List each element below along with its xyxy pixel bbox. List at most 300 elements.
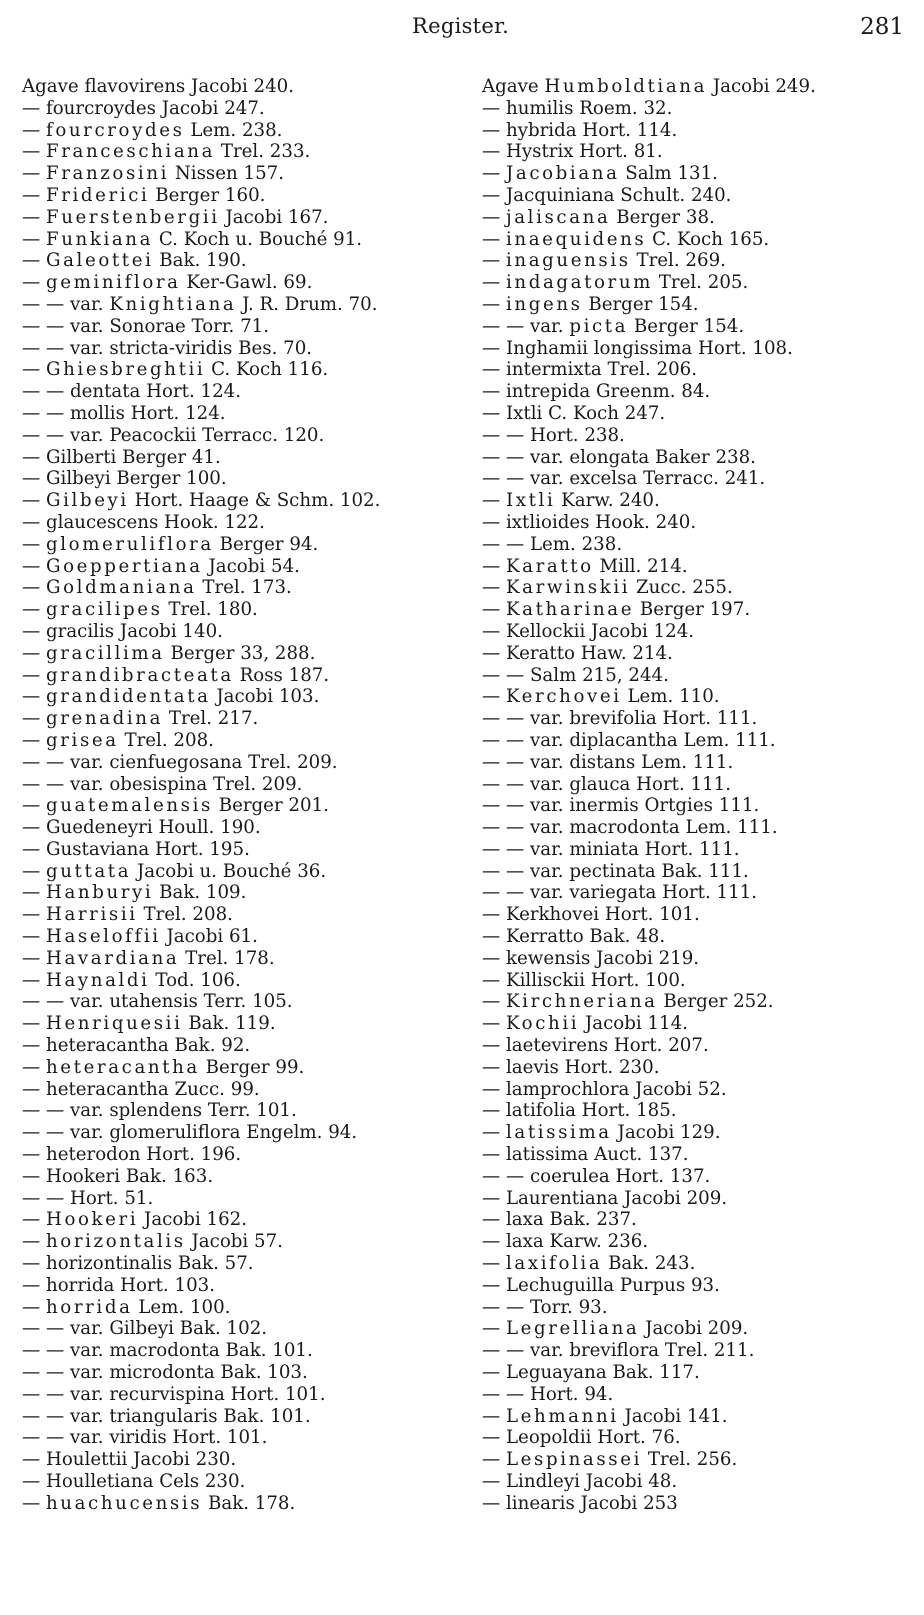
index-entry bbox=[482, 316, 902, 338]
index-entry bbox=[482, 163, 902, 185]
index-entry bbox=[482, 839, 902, 861]
entry-post: var. macrodonta Bak. 101. bbox=[69, 1340, 313, 1362]
entry-post: Trel. 208. bbox=[137, 904, 233, 926]
entry-post: Trel. 233. bbox=[215, 141, 311, 163]
entry-sp: guttata bbox=[45, 860, 132, 882]
index-entry bbox=[22, 817, 462, 839]
index-entry bbox=[22, 991, 462, 1013]
entry-post: Trel. 178. bbox=[179, 947, 275, 969]
index-entry bbox=[22, 665, 462, 687]
entry-sp: grandibracteata bbox=[45, 664, 234, 686]
entry-sp: Friderici bbox=[45, 184, 150, 206]
entry-pre: — bbox=[22, 838, 46, 860]
entry-pre: — bbox=[22, 1274, 46, 1296]
entry-pre: — — bbox=[482, 838, 530, 860]
entry-sp: indagatorum bbox=[505, 272, 653, 294]
entry-pre: — bbox=[482, 991, 506, 1013]
entry-post: Berger 33, 288. bbox=[164, 642, 316, 664]
entry-post: Berger 197. bbox=[634, 599, 751, 621]
index-entry bbox=[22, 98, 462, 120]
index-entry bbox=[22, 599, 462, 621]
entry-post: laxa Karw. 236. bbox=[505, 1231, 649, 1253]
entry-sp: laxifolia bbox=[505, 1253, 603, 1275]
entry-pre: — bbox=[482, 969, 506, 991]
entry-pre: — bbox=[482, 1144, 506, 1166]
entry-post: kewensis Jacobi 219. bbox=[505, 947, 700, 969]
entry-pre: — — bbox=[22, 1100, 70, 1122]
entry-pre: — bbox=[482, 1078, 506, 1100]
entry-post: ixtlioides Hook. 240. bbox=[505, 511, 697, 533]
entry-pre: — — bbox=[22, 1383, 70, 1405]
index-entry bbox=[22, 141, 462, 163]
index-entry bbox=[22, 1318, 462, 1340]
entry-pre: — bbox=[482, 1492, 506, 1514]
entry-pre: — bbox=[22, 250, 46, 272]
entry-post: horrida Hort. 103. bbox=[45, 1274, 215, 1296]
index-entry bbox=[482, 1449, 902, 1471]
entry-post: Bak. 178. bbox=[202, 1492, 296, 1514]
entry-pre: — bbox=[22, 708, 46, 730]
entry-post: dentata Hort. 124. bbox=[69, 381, 242, 403]
index-entry bbox=[482, 686, 902, 708]
entry-pre: — — bbox=[482, 860, 530, 882]
entry-pre: — bbox=[22, 577, 46, 599]
entry-pre: — — bbox=[482, 1296, 530, 1318]
index-entry bbox=[22, 1340, 462, 1362]
entry-post: Gustaviana Hort. 195. bbox=[45, 838, 250, 860]
entry-post: Jacobi 103. bbox=[210, 686, 320, 708]
entry-pre: — bbox=[22, 555, 46, 577]
entry-pre: — bbox=[482, 1405, 506, 1427]
index-entry bbox=[22, 686, 462, 708]
index-entry bbox=[22, 1297, 462, 1319]
index-entry bbox=[22, 490, 462, 512]
entry-pre: — bbox=[22, 686, 46, 708]
entry-post: var. pectinata Bak. 111. bbox=[529, 860, 749, 882]
entry-post: var. brevifolia Hort. 111. bbox=[529, 708, 758, 730]
index-entry bbox=[482, 752, 902, 774]
index-entry bbox=[482, 359, 902, 381]
entry-sp: Franceschiana bbox=[45, 141, 216, 163]
index-entry bbox=[22, 1493, 462, 1515]
entry-pre: — — bbox=[22, 1122, 70, 1144]
entry-pre: — — bbox=[482, 708, 530, 730]
index-entry bbox=[22, 556, 462, 578]
entry-pre: — bbox=[22, 533, 46, 555]
index-entry bbox=[482, 1406, 902, 1428]
entry-pre: — — bbox=[22, 773, 70, 795]
index-entry bbox=[22, 1384, 462, 1406]
entry-pre: — bbox=[482, 642, 506, 664]
index-entry bbox=[482, 381, 902, 403]
entry-post: Berger 252. bbox=[657, 991, 774, 1013]
index-entry bbox=[482, 730, 902, 752]
index-entry bbox=[22, 1275, 462, 1297]
entry-sp: Kirchneriana bbox=[505, 991, 658, 1013]
index-entry bbox=[482, 556, 902, 578]
index-entry bbox=[482, 1209, 902, 1231]
entry-post: Berger 38. bbox=[610, 206, 715, 228]
entry-post: Guedeneyri Houll. 190. bbox=[45, 817, 261, 839]
entry-pre: — bbox=[22, 1449, 46, 1471]
entry-post: Kellockii Jacobi 124. bbox=[505, 620, 695, 642]
index-entry bbox=[22, 1013, 462, 1035]
entry-post: Lindleyi Jacobi 48. bbox=[505, 1471, 678, 1492]
entry-pre: — — bbox=[482, 773, 530, 795]
entry-sp: Knightiana bbox=[109, 293, 237, 315]
entry-pre: — bbox=[22, 184, 46, 206]
entry-post: fourcroydes Jacobi 247. bbox=[45, 97, 265, 119]
index-entry bbox=[482, 490, 902, 512]
entry-pre: — bbox=[22, 599, 46, 621]
entry-post: Salm 215, 244. bbox=[529, 664, 669, 686]
entry-sp: huachucensis bbox=[45, 1492, 203, 1514]
entry-post: Hort. 94. bbox=[529, 1383, 614, 1405]
entry-pre: — — bbox=[22, 991, 70, 1013]
entry-pre: — bbox=[482, 206, 506, 228]
index-entry bbox=[482, 904, 902, 926]
index-entry bbox=[22, 468, 462, 490]
index-entry bbox=[482, 294, 902, 316]
entry-pre: — bbox=[482, 1449, 506, 1471]
entry-post: humilis Roem. 32. bbox=[505, 97, 673, 119]
entry-sp: Goldmaniana bbox=[45, 577, 197, 599]
index-entry bbox=[482, 1297, 902, 1319]
entry-sp: inaequidens bbox=[505, 228, 647, 250]
entry-pre: — bbox=[482, 184, 506, 206]
index-entry bbox=[482, 882, 902, 904]
entry-pre: — — bbox=[22, 1427, 70, 1449]
entry-post: Jacobi 57. bbox=[185, 1231, 283, 1253]
page-header bbox=[0, 14, 924, 48]
entry-post: C. Koch 165. bbox=[646, 228, 770, 250]
entry-sp: Fuerstenbergii bbox=[45, 206, 220, 228]
entry-sp: inaguensis bbox=[505, 250, 631, 272]
index-entry bbox=[22, 926, 462, 948]
entry-pre: — — bbox=[22, 1318, 70, 1340]
index-entry bbox=[482, 1275, 902, 1297]
entry-pre: — bbox=[482, 555, 506, 577]
index-entry bbox=[22, 577, 462, 599]
index-entry bbox=[22, 621, 462, 643]
entry-pre: — bbox=[22, 1144, 46, 1166]
entry-post: var. microdonta Bak. 103. bbox=[69, 1362, 308, 1384]
entry-post: Bak. 119. bbox=[182, 1013, 276, 1035]
index-entry bbox=[482, 120, 902, 142]
entry-post: Salm 131. bbox=[619, 163, 718, 185]
index-entry bbox=[22, 316, 462, 338]
entry-pre: — bbox=[22, 163, 46, 185]
entry-post: var. inermis Ortgies 111. bbox=[529, 795, 760, 817]
index-entry bbox=[482, 229, 902, 251]
entry-pre: — bbox=[22, 1013, 46, 1035]
entry-post: laxa Bak. 237. bbox=[505, 1209, 637, 1231]
index-entry bbox=[22, 1471, 462, 1493]
entry-post: Hort. 51. bbox=[69, 1187, 154, 1209]
entry-post: Laurentiana Jacobi 209. bbox=[505, 1187, 728, 1209]
entry-post: laetevirens Hort. 207. bbox=[505, 1035, 709, 1057]
index-entry bbox=[482, 1057, 902, 1079]
entry-pre: — bbox=[482, 511, 506, 533]
entry-post: Lem. 238. bbox=[529, 533, 623, 555]
entry-pre: — bbox=[482, 1362, 506, 1384]
index-entry bbox=[482, 447, 902, 469]
entry-pre: — — bbox=[482, 751, 530, 773]
entry-post: Gilbeyi Berger 100. bbox=[45, 468, 227, 490]
entry-post: Trel. 217. bbox=[163, 708, 259, 730]
entry-pre: — bbox=[482, 1056, 506, 1078]
index-entry bbox=[482, 1079, 902, 1101]
entry-sp: Havardiana bbox=[45, 947, 180, 969]
index-entry bbox=[482, 1188, 902, 1210]
index-entry bbox=[22, 1057, 462, 1079]
entry-pre: — bbox=[22, 642, 46, 664]
index-entry bbox=[482, 774, 902, 796]
entry-post: var. excelsa Terracc. 241. bbox=[529, 468, 766, 490]
entry-pre: — bbox=[482, 1253, 506, 1275]
entry-pre: — — bbox=[482, 533, 530, 555]
index-entry bbox=[22, 1449, 462, 1471]
entry-sp: gracillima bbox=[45, 642, 165, 664]
entry-sp: picta bbox=[569, 315, 629, 337]
entry-sp: Katharinae bbox=[505, 599, 635, 621]
index-entry bbox=[482, 76, 902, 98]
entry-sp: Lespinassei bbox=[505, 1449, 643, 1471]
entry-sp: ingens bbox=[505, 293, 583, 315]
entry-sp: Jacobiana bbox=[505, 163, 620, 185]
entry-post: var. miniata Hort. 111. bbox=[529, 838, 740, 860]
entry-pre: — bbox=[22, 664, 46, 686]
entry-pre: — bbox=[22, 620, 46, 642]
entry-sp: Hanburyi bbox=[45, 882, 154, 904]
entry-pre: — — bbox=[22, 751, 70, 773]
entry-sp: fourcroydes bbox=[45, 119, 185, 141]
index-entry bbox=[482, 534, 902, 556]
entry-pre: — bbox=[482, 1318, 506, 1340]
entry-pre: — bbox=[482, 163, 506, 185]
entry-pre: — bbox=[482, 926, 506, 948]
entry-pre: — bbox=[482, 1122, 506, 1144]
entry-post: Trel. 256. bbox=[642, 1449, 738, 1471]
entry-post: Jacobi 209. bbox=[639, 1318, 749, 1340]
entry-pre: — — bbox=[22, 337, 70, 359]
entry-post: Trel. 208. bbox=[118, 729, 214, 751]
index-entry bbox=[22, 795, 462, 817]
entry-pre: — bbox=[22, 1492, 46, 1514]
entry-post: mollis Hort. 124. bbox=[69, 402, 226, 424]
entry-pre: — bbox=[22, 468, 46, 490]
index-entry bbox=[22, 882, 462, 904]
entry-post: var. diplacantha Lem. 111. bbox=[529, 729, 776, 751]
entry-pre: — — bbox=[482, 1165, 530, 1187]
entry-pre: — bbox=[22, 272, 46, 294]
entry-sp: Harrisii bbox=[45, 904, 138, 926]
entry-pre: — bbox=[482, 1427, 506, 1449]
entry-post: glaucescens Hook. 122. bbox=[45, 511, 265, 533]
index-entry bbox=[482, 98, 902, 120]
entry-post: Berger 154. bbox=[582, 293, 699, 315]
entry-post: Kerratto Bak. 48. bbox=[505, 926, 666, 948]
entry-post: var. viridis Hort. 101. bbox=[69, 1427, 268, 1449]
index-entry bbox=[22, 1122, 462, 1144]
index-column-right bbox=[482, 76, 902, 1515]
entry-post: Jacobi 129. bbox=[611, 1122, 721, 1144]
entry-sp: Ghiesbreghtii bbox=[45, 359, 206, 381]
entry-post: Jacobi 54. bbox=[202, 555, 300, 577]
entry-pre: — — bbox=[22, 1405, 70, 1427]
index-column-left bbox=[22, 76, 462, 1515]
entry-post: latifolia Hort. 185. bbox=[505, 1100, 677, 1122]
entry-pre: — — bbox=[482, 817, 530, 839]
entry-pre: — — var. bbox=[482, 315, 570, 337]
entry-pre: — bbox=[482, 620, 506, 642]
entry-post: var. glauca Hort. 111. bbox=[529, 773, 732, 795]
entry-pre: — bbox=[482, 1274, 506, 1296]
entry-post: Leopoldii Hort. 76. bbox=[505, 1427, 681, 1449]
entry-sp: glomeruliflora bbox=[45, 533, 214, 555]
index-entry bbox=[22, 774, 462, 796]
entry-post: var. triangularis Bak. 101. bbox=[69, 1405, 311, 1427]
entry-sp: latissima bbox=[505, 1122, 612, 1144]
entry-post: Trel. 173. bbox=[196, 577, 292, 599]
index-entry bbox=[22, 643, 462, 665]
entry-pre: — — bbox=[22, 1340, 70, 1362]
entry-pre: — bbox=[482, 381, 506, 403]
entry-pre: — bbox=[22, 882, 46, 904]
entry-sp: grenadina bbox=[45, 708, 164, 730]
entry-post: Jacobi 162. bbox=[138, 1209, 248, 1231]
entry-post: Killisckii Hort. 100. bbox=[505, 969, 686, 991]
entry-post: Ross 187. bbox=[233, 664, 330, 686]
index-entry bbox=[22, 1427, 462, 1449]
entry-pre: — bbox=[22, 795, 46, 817]
entry-post: Hort. Haage & Schm. 102. bbox=[128, 490, 381, 512]
entry-pre: — bbox=[482, 904, 506, 926]
entry-pre: — bbox=[482, 402, 506, 424]
index-entry bbox=[22, 904, 462, 926]
entry-pre: — bbox=[482, 228, 506, 250]
index-entry bbox=[482, 403, 902, 425]
index-entry bbox=[22, 425, 462, 447]
entry-pre: — bbox=[482, 577, 506, 599]
entry-pre: — bbox=[482, 97, 506, 119]
entry-post: Lem. 100. bbox=[132, 1296, 231, 1318]
entry-sp: Kochii bbox=[505, 1013, 580, 1035]
entry-pre: — — bbox=[482, 664, 530, 686]
entry-post: Berger 99. bbox=[199, 1056, 305, 1078]
entry-post: Nissen 157. bbox=[169, 163, 285, 185]
index-entry bbox=[482, 1231, 902, 1253]
entry-sp: Karwinskii bbox=[505, 577, 631, 599]
entry-post: Gilberti Berger 41. bbox=[45, 446, 221, 468]
entry-pre: — bbox=[22, 359, 46, 381]
index-entry bbox=[482, 1493, 902, 1515]
entry-sp: Haynaldi bbox=[45, 969, 150, 991]
index-entry bbox=[482, 599, 902, 621]
entry-pre: — bbox=[482, 490, 506, 512]
index-entry bbox=[22, 229, 462, 251]
entry-post: intrepida Greenm. 84. bbox=[505, 381, 711, 403]
entry-pre: — bbox=[22, 206, 46, 228]
index-entry bbox=[482, 1318, 902, 1340]
entry-pre: — — bbox=[22, 1362, 70, 1384]
entry-post: Houlletiana Cels 230. bbox=[45, 1471, 246, 1492]
entry-post: Lechuguilla Purpus 93. bbox=[505, 1274, 720, 1296]
entry-pre: — — bbox=[482, 446, 530, 468]
index-entry bbox=[482, 207, 902, 229]
index-entry bbox=[22, 1100, 462, 1122]
entry-sp: Gilbeyi bbox=[45, 490, 129, 512]
entry-sp: Humboldtiana bbox=[544, 76, 708, 97]
entry-pre: — bbox=[482, 1100, 506, 1122]
entry-pre: — bbox=[22, 1231, 46, 1253]
index-entry bbox=[482, 861, 902, 883]
index-entry bbox=[482, 708, 902, 730]
entry-post: var. glomeruliflora Engelm. 94. bbox=[69, 1122, 358, 1144]
entry-pre: — bbox=[22, 947, 46, 969]
index-entry bbox=[22, 970, 462, 992]
entry-pre: — — bbox=[482, 1340, 530, 1362]
entry-post: Trel. 269. bbox=[630, 250, 726, 272]
index-entry bbox=[482, 338, 902, 360]
entry-post: Inghamii longissima Hort. 108. bbox=[505, 337, 793, 359]
entry-pre: — bbox=[22, 817, 46, 839]
entry-pre: — bbox=[22, 1165, 46, 1187]
entry-pre: — — bbox=[482, 795, 530, 817]
entry-post: var. macrodonta Lem. 111. bbox=[529, 817, 778, 839]
entry-pre: — bbox=[22, 729, 46, 751]
index-entry bbox=[482, 250, 902, 272]
entry-post: Hort. 238. bbox=[529, 424, 625, 446]
entry-post: Ker-Gawl. 69. bbox=[180, 272, 313, 294]
entry-post: var. Sonorae Torr. 71. bbox=[69, 315, 270, 337]
entry-pre: — bbox=[482, 1471, 506, 1492]
entry-sp: grisea bbox=[45, 729, 119, 751]
entry-sp: Henriquesii bbox=[45, 1013, 183, 1035]
index-entry bbox=[482, 1144, 902, 1166]
entry-post: J. R. Drum. 70. bbox=[236, 293, 378, 315]
index-entry bbox=[22, 861, 462, 883]
entry-pre: — — bbox=[482, 424, 530, 446]
entry-pre: — bbox=[22, 926, 46, 948]
entry-post: Kerkhovei Hort. 101. bbox=[505, 904, 700, 926]
entry-pre: — bbox=[482, 250, 506, 272]
index-entry bbox=[22, 338, 462, 360]
entry-post: Berger 94. bbox=[213, 533, 319, 555]
entry-post: Jacobi 141. bbox=[618, 1405, 728, 1427]
entry-post: var. elongata Baker 238. bbox=[529, 446, 756, 468]
entry-post: heteracantha Zucc. 99. bbox=[45, 1078, 260, 1100]
entry-post: horizontinalis Bak. 57. bbox=[45, 1253, 254, 1275]
entry-sp: geminiflora bbox=[45, 272, 181, 294]
index-entry bbox=[22, 948, 462, 970]
entry-post: Lem. 110. bbox=[621, 686, 720, 708]
index-entry bbox=[22, 76, 462, 98]
entry-pre: — bbox=[22, 1056, 46, 1078]
entry-post: var. obesispina Trel. 209. bbox=[69, 773, 303, 795]
entry-post: flavovirens Jacobi 240. bbox=[84, 76, 295, 97]
index-entry bbox=[482, 512, 902, 534]
entry-post: Berger 154. bbox=[628, 315, 745, 337]
index-entry bbox=[22, 708, 462, 730]
page-number: 281 bbox=[860, 14, 904, 40]
entry-pre: — — bbox=[482, 468, 530, 490]
entry-pre: — — bbox=[22, 1187, 70, 1209]
entry-sp: heteracantha bbox=[45, 1056, 200, 1078]
index-entry bbox=[22, 1079, 462, 1101]
index-entry bbox=[482, 1471, 902, 1493]
entry-post: Trel. 205. bbox=[653, 272, 749, 294]
